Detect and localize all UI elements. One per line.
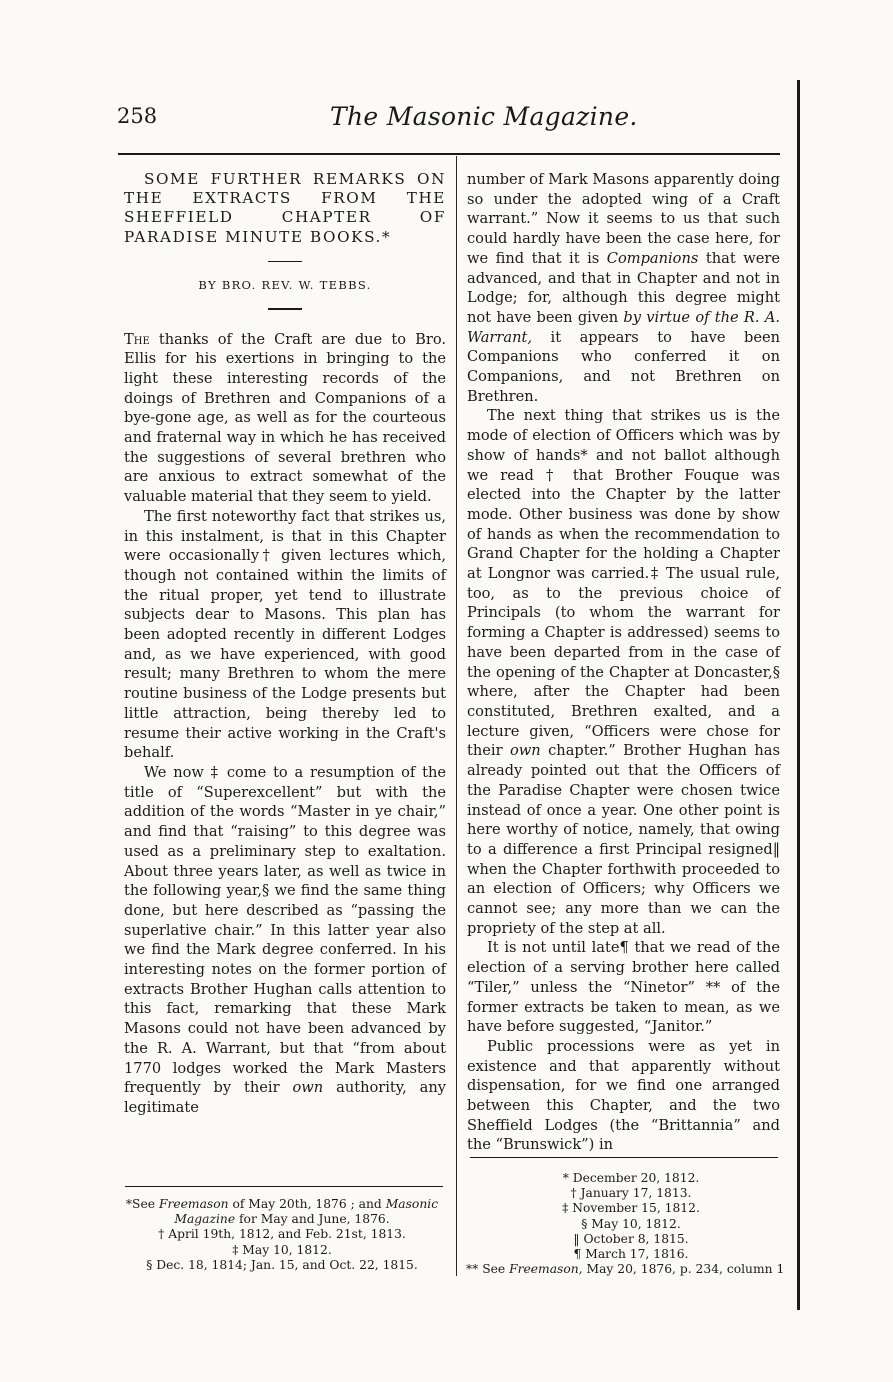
footnotes-left [118,1197,446,1273]
paragraph: The first noteworthy fact that strikes us, in this instalment, is that in this Chapter were occasionally† given lectures which, though not contained within the limits of the ritual proper, yet tend to illustrate subjects dear to Masons. This plan has been adopted recently in different Lodges and, as we have experienced, with good result; many Brethren to whom the mere routine business of the Lodge presents but little attraction, being thereby led to resume their active working in the Craft's behalf. [124,507,446,762]
paragraph-text: it appears to have been Companions who conferred it on Companions, and not Brethren on Brethren. [467,328,780,405]
footnote: ‖ October 8, 1815. [573,1231,689,1246]
paragraph-text: thanks of the Craft are due to Bro. Ellis for his exertions in bringing to the light these interesting records of the doings of Brethren and Companions of a bye-gone age, as well as for the courteous and fraternal way in which he has received the suggestions of several brethren who are anxious to extract somewhat of the valuable material that they seem to yield. [124,330,446,506]
column-divider [456,156,457,1276]
footnote [466,1262,796,1277]
footnote: § May 10, 1812. [581,1216,681,1231]
drop-lead: The [124,330,150,348]
footnote [118,1212,446,1227]
running-title: The Masonic Magazine. [330,102,638,131]
footnote: ¶ March 17, 1816. [573,1247,689,1262]
footnote: † April 19th, 1812, and Feb. 21st, 1813. [158,1227,406,1242]
italic-text: Companions [606,249,699,267]
paragraph-text: chapter.” Brother Hughan has already pointed out that the Officers of the Paradise Chapter were chosen twice instead of once a year. One other point is here worthy of notice, namely, that owing to a difference a first Principal resigned‖ when the Chapter forthwith proceeded to an election of Officers; why Officers we cannot see; any more than we can the propriety of the step at all. [467,742,780,937]
paragraph [467,406,780,938]
paragraph [124,330,446,507]
italic-text: Freemason [158,1197,229,1211]
byline-rule [268,308,302,310]
italic-text: Magazine [174,1212,236,1227]
italic-text: own [510,742,541,760]
paragraph-text: We now ‡ come to a resumption of the title of “Superexcellent” but with the addition of the words “Master in ye chair,” and find that “raising” to this degree was used as a preliminary step to exaltation. About three years later, as well as twice in the following year,§ we find the same thing done, but here described as “passing the superlative chair.” In this latter year also we find the Mark degree conferred. In his interesting notes on the former portion of extracts Brother Hughan calls attention to this fact, remarking that these Mark Masons could not have been advanced by the R. A. Warrant, but that “from about 1770 lodges worked the Mark Masters frequently by their [124,763,446,1097]
paragraph-text: that were advanced, and that in Chapter and not in Lodge; for, although this degree might not have been given [467,249,780,326]
footnote: ‡ November 15, 1812. [562,1201,700,1216]
italic-text: by virtue of the R. A. Warrant, [467,308,781,346]
italic-text: Masonic [385,1197,439,1211]
footnote-rule-right [470,1157,778,1158]
article-title: SOME FURTHER REMARKS ON THE EXTRACTS FROM THE SHEFFIELD CHAPTER OF PARADISE MINUTE BOOKS.* [124,170,446,246]
page-number: 258 [117,104,158,128]
byline: BY BRO. REV. W. TEBBS. [198,277,372,292]
margin-bar [797,80,800,1310]
footnote: * December 20, 1812. [562,1171,700,1185]
paragraph-text: number of Mark Masons apparently doing so under the adopted wing of a Craft warrant.” Now it seems to us that such could hardly have been the case here, for we find that it is [467,171,780,267]
footnote-rule-left [125,1186,443,1187]
footnote-text: *See [125,1197,159,1211]
footnote-text: ** See [466,1262,510,1277]
footnote [118,1197,446,1212]
header-rule [118,153,780,155]
paragraph [467,170,780,406]
right-column [467,170,780,1155]
paragraph: Public processions were as yet in existence and that apparently without dispensation, for we find one arranged between this Chapter, and the two Sheffield Lodges (the “Brittannia” and the “Brunswick”) in [467,1037,780,1154]
footnote: † January 17, 1813. [570,1186,692,1201]
footnote-text: of May 20th, 1876 ; and [228,1197,386,1211]
footnote-text: May 20, 1876, p. 234, column 1 [582,1262,785,1277]
footnotes-right [466,1171,796,1277]
footnote-text: for May and June, 1876. [235,1212,390,1227]
paragraph-text: authority, any legitimate [124,1079,446,1116]
footnote: § Dec. 18, 1814; Jan. 15, and Oct. 22, 1815. [146,1257,418,1272]
title-rule [268,261,302,262]
paragraph: It is not until late¶ that we read of the election of a serving brother here called “Tiler,” unless the “Ninetor” ** of the former extracts be taken to mean, as we have before suggested, “Janitor.” [467,939,780,1036]
footnote: ‡ May 10, 1812. [232,1242,332,1257]
paragraph [124,763,446,1118]
italic-text: Freemason, [509,1262,583,1277]
left-column [124,170,446,1118]
paragraph-text: The next thing that strikes us is the mode of election of Officers which was by show of hands* and not ballot although we read † that Brother Fouque was elected into the Chapter by the latter mode. Other business was done by show of hands as when the recommendation to Grand Chapter for the holding a Chapter at Longnor was carried.‡ The usual rule, too, as to the previous choice of Principals (to whom the warrant for forming a Chapter is addressed) seems to have been departed from in the case of the opening of the Chapter at Doncaster,§ where, after the Chapter had been constituted, Brethren exalted, and a lecture given, “Officers were chose for their [467,407,780,760]
italic-text: own [292,1079,324,1097]
